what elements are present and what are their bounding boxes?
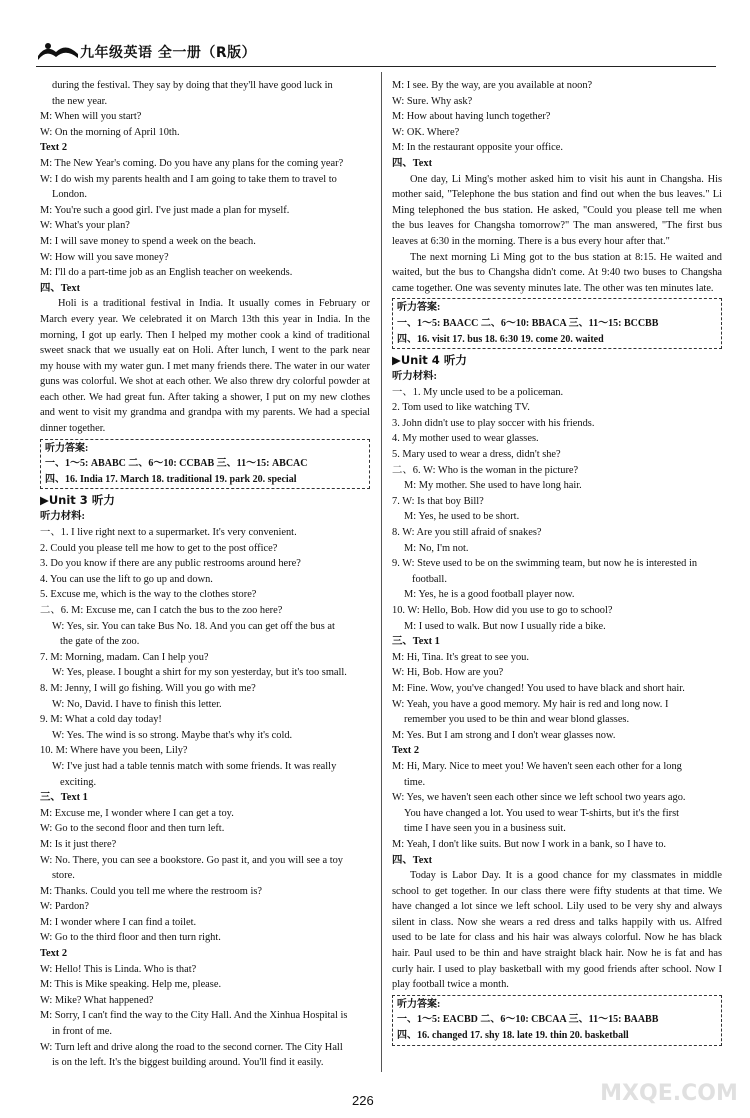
text-line: M: I wonder where I can find a toilet. [40, 916, 197, 928]
page-number: 226 [352, 1093, 374, 1108]
text-line: W: Yes, sir. You can take Bus No. 18. And you can get off the bus at [52, 620, 335, 632]
text-line: M: When will you start? [40, 111, 142, 123]
answer-heading: 听力答案: [397, 998, 441, 1010]
text-line: 3. John didn't use to play soccer with his friends. [392, 417, 595, 429]
text-line: W: How will you save money? [40, 251, 169, 263]
text-line: M: This is Mike speaking. Help me, please. [40, 979, 222, 991]
text-line: M: Thanks. Could you tell me where the restroom is? [40, 885, 263, 897]
text-line: 一、1. I live right next to a supermarket. It's very convenient. [40, 527, 297, 539]
text-line: 10. M: Where have you been, Lily? [40, 745, 188, 757]
text-line: 二、6. M: Excuse me, can I catch the bus to the zoo here? [40, 605, 283, 616]
answer-line: 一、1～5: ABABC 二、6～10: CCBAB 三、11～15: ABCAC [45, 458, 308, 470]
section-heading: 听力材料: [40, 511, 86, 523]
text-line: 9. M: What a cold day today! [40, 714, 162, 726]
text-line: exciting. [60, 776, 97, 788]
text-line: 4. You can use the lift to go up and down. [40, 573, 213, 585]
text-line: remember you used to be thin and wear blond glasses. [404, 714, 630, 726]
text-line: M: How about having lunch together? [392, 111, 551, 123]
text-line: M: You're such a good girl. I've just made a plan for myself. [40, 204, 290, 216]
text-line: M: Is it just there? [40, 838, 117, 850]
text-line: 5. Mary used to wear a dress, didn't she? [392, 449, 561, 461]
answer-box [392, 298, 722, 349]
text-line: W: Hi, Bob. How are you? [392, 667, 504, 679]
section-heading: 听力材料: [392, 371, 438, 383]
text-line: football. [412, 573, 447, 585]
text-line: M: The New Year's coming. Do you have any plans for the coming year? [40, 157, 344, 169]
text-line: W: No. There, you can see a bookstore. Go past it, and you will see a toy [40, 854, 343, 866]
answer-heading: 听力答案: [397, 302, 441, 314]
answer-heading: 听力答案: [45, 442, 89, 454]
text-line: 2. Tom used to like watching TV. [392, 402, 530, 414]
answer-line: 一、1～5: BAACC 二、6～10: BBACA 三、11～15: BCCBB [397, 317, 659, 329]
paragraph: One day, Li Ming's mother asked him to visit his aunt in Changsha. His mother said, "Telephone the bus station and find out when the bus leaves." Li Ming telephoned the bus station. He asked, "Could you please tell me when the bus leaves for Changsha tomorrow?" The man answered, "The first bus leaves at 6:30 in the morning. There is a bus every hour after that." [392, 173, 722, 247]
section-heading: Text 2 [40, 948, 68, 960]
text-line: M: Hi, Mary. Nice to meet you! We haven't seen each other for a long [392, 760, 682, 772]
section-heading: Text 2 [392, 745, 420, 757]
text-line: 8. W: Are you still afraid of snakes? [392, 527, 542, 539]
text-line: W: Go to the third floor and then turn right. [40, 932, 221, 944]
text-line: M: Yes, he is a good football player now. [404, 589, 575, 601]
text-line: W: Yes, we haven't seen each other since we left school two years ago. [392, 792, 686, 804]
paragraph: Holi is a traditional festival in India. It usually comes in February or March every year. We celebrated it on March 13th this year in India. In the morning, I got up early. Then I helped my mother cook a kind of traditional sweet snack that we usually eat on Holi. After lunch, I went to the park near my house with my water gun. I met many friends there. The water in our water guns was colorful. We shot at each other. We also threw dry colorful powder at each other. We had great fun. After taking a shower, I put on my new clothes and went to visit my grandma and grandpa with my parents. We had a special dinner together. [40, 298, 370, 435]
answer-line: 一、1～5: EACBD 二、6～10: CBCAA 三、11～15: BAABB [397, 1014, 659, 1026]
text-line: M: Yes, he used to be short. [404, 511, 520, 523]
text-line: W: I've just had a table tennis match with some friends. It was really [52, 760, 337, 772]
text-line: W: Yes, please. I bought a shirt for my son yesterday, but it's too small. [52, 667, 347, 679]
text-line: 10. W: Hello, Bob. How did you use to go to school? [392, 605, 613, 616]
text-line: M: Yes. But I am strong and I don't wear glasses now. [392, 729, 616, 741]
text-line: M: In the restaurant opposite your office. [392, 142, 563, 154]
text-line: M: I used to walk. But now I usually ride a bike. [404, 620, 606, 632]
text-line: M: Excuse me, I wonder where I can get a toy. [40, 807, 234, 819]
text-line: W: No, David. I have to finish this letter. [52, 698, 222, 710]
unit-heading: ▶Unit 3 听力 [40, 493, 115, 508]
right-column [392, 78, 722, 1048]
text-line: M: Fine. Wow, you've changed! You used to have black and short hair. [392, 682, 685, 694]
answer-line: 四、16. India 17. March 18. traditional 19. park 20. special [45, 473, 297, 485]
section-heading: 四、Text [392, 854, 433, 866]
answer-line: 四、16. visit 17. bus 18. 6:30 19. come 20. waited [397, 333, 604, 345]
watermark-logo [594, 1070, 744, 1114]
section-heading: 四、Text [392, 157, 433, 169]
text-line: M: I see. By the way, are you available at noon? [392, 80, 593, 91]
book-logo-icon [36, 40, 80, 62]
text-line: the gate of the zoo. [60, 636, 140, 648]
answer-line: 四、16. changed 17. shy 18. late 19. thin 20. basketball [397, 1030, 629, 1042]
unit-heading: ▶Unit 4 听力 [392, 353, 467, 368]
section-heading: 三、Text 1 [392, 636, 440, 648]
answer-box [40, 439, 370, 490]
section-heading: Text 2 [40, 142, 68, 154]
book-title: 九年级英语 全一册（R版） [80, 45, 257, 61]
page-header [36, 40, 716, 67]
text-line: 9. W: Steve used to be on the swimming team, but now he is interested in [392, 558, 698, 570]
text-line: 4. My mother used to wear glasses. [392, 433, 539, 445]
text-line: W: Go to the second floor and then turn left. [40, 823, 225, 835]
text-line: 5. Excuse me, which is the way to the clothes store? [40, 589, 257, 601]
answer-box [392, 995, 722, 1046]
text-line: 一、1. My uncle used to be a policeman. [392, 386, 564, 398]
text-line: M: I will save money to spend a week on the beach. [40, 235, 256, 247]
left-column [40, 78, 370, 1071]
text-line: 二、6. W: Who is the woman in the picture? [392, 464, 579, 476]
text-line: is on the left. It's the biggest building around. You'll find it easily. [52, 1057, 324, 1069]
text-line: W: Yes. The wind is so strong. Maybe that's why it's cold. [52, 729, 293, 741]
text-line: the new year. [52, 95, 108, 107]
text-line: W: Yeah, you have a good memory. My hair is red and long now. I [392, 698, 669, 710]
section-heading: 四、Text [40, 282, 81, 294]
text-line: 8. M: Jenny, I will go fishing. Will you go with me? [40, 682, 256, 694]
text-line: M: Yeah, I don't like suits. But now I work in a bank, so I have to. [392, 838, 667, 850]
text-line: W: Turn left and drive along the road to the second corner. The City Hall [40, 1041, 343, 1053]
text-line: M: I'll do a part-time job as an English teacher on weekends. [40, 267, 293, 279]
section-heading: 三、Text 1 [40, 792, 88, 804]
text-line: W: Pardon? [40, 901, 89, 913]
text-line: W: What's your plan? [40, 220, 130, 232]
svg-text:MXQE.COM: MXQE.COM [600, 1081, 738, 1106]
text-line: store. [52, 870, 75, 882]
text-line: time. [404, 776, 426, 788]
text-line: 7. W: Is that boy Bill? [392, 495, 484, 507]
text-line: W: On the morning of April 10th. [40, 126, 180, 138]
text-line: You have changed a lot. You used to wear T-shirts, but it's the first [404, 807, 679, 819]
text-line: M: My mother. She used to have long hair. [404, 480, 582, 492]
text-line: during the festival. They say by doing that they'll have good luck in [52, 80, 333, 91]
text-line: London. [52, 189, 87, 201]
column-divider [381, 72, 382, 1072]
text-line: M: Sorry, I can't find the way to the City Hall. And the Xinhua Hospital is [40, 1010, 348, 1022]
paragraph: The next morning Li Ming got to the bus station at 8:15. He waited and waited, but the bus to Changsha didn't come. At 9:40 two buses to Changsha came together. One was seventy minutes late. The other was ten minutes late. [392, 251, 722, 294]
text-line: 7. M: Morning, madam. Can I help you? [40, 651, 209, 663]
text-line: W: Sure. Why ask? [392, 95, 473, 107]
text-line: in front of me. [52, 1026, 113, 1038]
text-line: W: OK. Where? [392, 126, 460, 138]
text-line: M: Hi, Tina. It's great to see you. [392, 651, 529, 663]
text-line: W: I do wish my parents health and I am going to take them to travel to [40, 173, 337, 185]
text-line: 2. Could you please tell me how to get to the post office? [40, 542, 278, 554]
text-line: W: Mike? What happened? [40, 994, 154, 1006]
text-line: M: No, I'm not. [404, 542, 469, 554]
text-line: W: Hello! This is Linda. Who is that? [40, 963, 197, 975]
text-line: 3. Do you know if there are any public restrooms around here? [40, 558, 301, 570]
text-line: time I have seen you in a business suit. [404, 823, 566, 835]
paragraph: Today is Labor Day. It is a good chance for my classmates in middle school to get together. In our class there were fifty students at that time. We have changed a lot since we left school. Lily used to be very shy and always silent in class. Now she wears a red dress and talks happily with us. Alfred used to be late for class and his hair was always colorful. Now he has black hair. Paul used to be thin and have straight black hair. Now he is fat and has curly hair. I used to play basketball with my good friends after school. Now I play football twice a month. [392, 870, 722, 991]
